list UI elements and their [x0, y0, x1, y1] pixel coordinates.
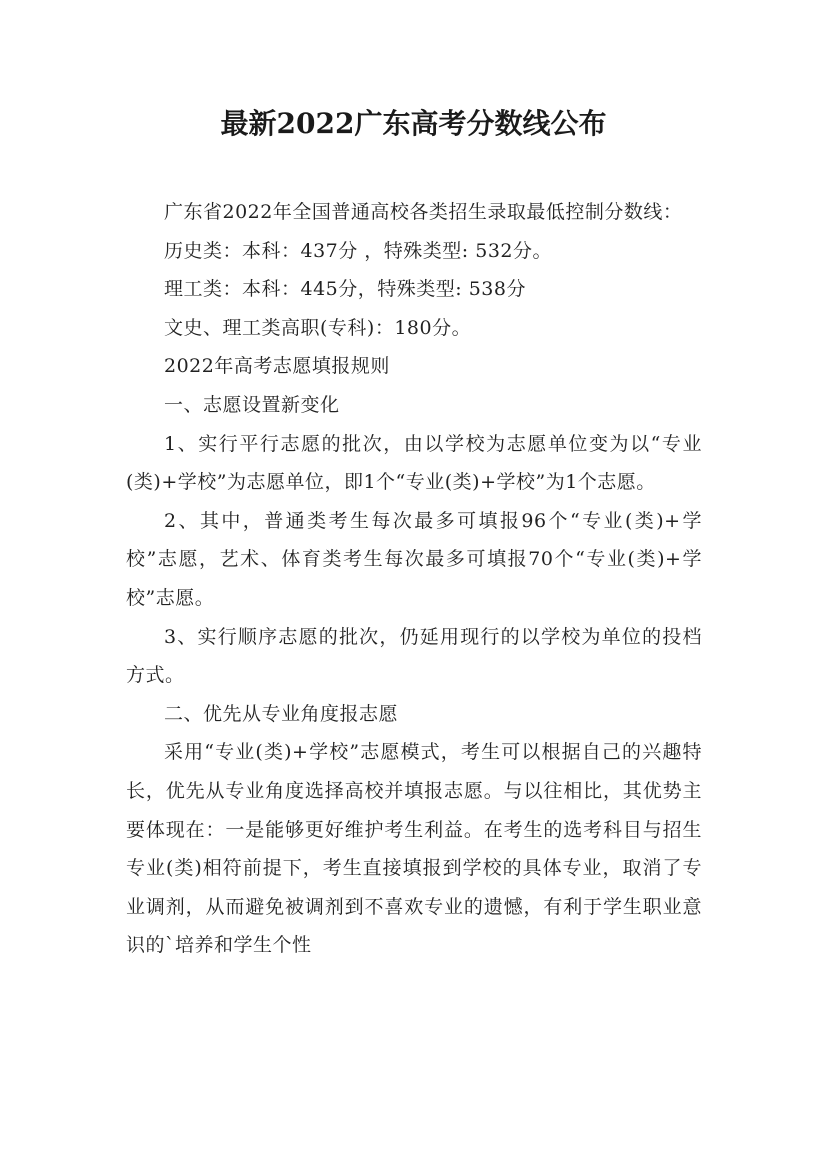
paragraph-rule-2: 2、其中，普通类考生每次最多可填报96个“专业(类)+学校”志愿，艺术、体育类考生每次最多可填报70个“专业(类)+学校”志愿。	[126, 509, 702, 609]
paragraph-history-score: 历史类：本科：437分 ，特殊类型: 532分。	[164, 239, 553, 262]
paragraph-section-one-heading: 一、志愿设置新变化	[164, 393, 340, 416]
document-body	[126, 193, 702, 965]
paragraph-major-first: 采用“专业(类)+学校”志愿模式，考生可以根据自己的兴趣特长，优先从专业角度选择高校并填报志愿。与以往相比，其优势主要体现在：一是能够更好维护考生利益。在考生的选考科目与招生专业(类)相符前提下，考生直接填报到学校的具体专业，取消了专业调剂，从而避免被调剂到不喜欢专业的遗憾，有利于学生职业意识的`培养和学生个性	[126, 741, 702, 957]
document-title: 最新2022广东高考分数线公布	[220, 107, 607, 140]
paragraph-section-two-heading: 二、优先从专业角度报志愿	[164, 702, 399, 725]
paragraph-vocational-score: 文史、理工类高职(专科)：180分。	[164, 316, 472, 339]
paragraph-rules-heading: 2022年高考志愿填报规则	[164, 355, 390, 378]
paragraph-intro: 广东省2022年全国普通高校各类招生录取最低控制分数线：	[164, 201, 683, 223]
paragraph-science-score: 理工类：本科：445分，特殊类型: 538分	[164, 278, 526, 301]
paragraph-rule-3: 3、实行顺序志愿的批次，仍延用现行的以学校为单位的投档方式。	[126, 625, 702, 687]
paragraph-rule-1: 1、实行平行志愿的批次，由以学校为志愿单位变为以“专业(类)+学校”为志愿单位，即1个“专业(类)+学校”为1个志愿。	[126, 432, 702, 494]
